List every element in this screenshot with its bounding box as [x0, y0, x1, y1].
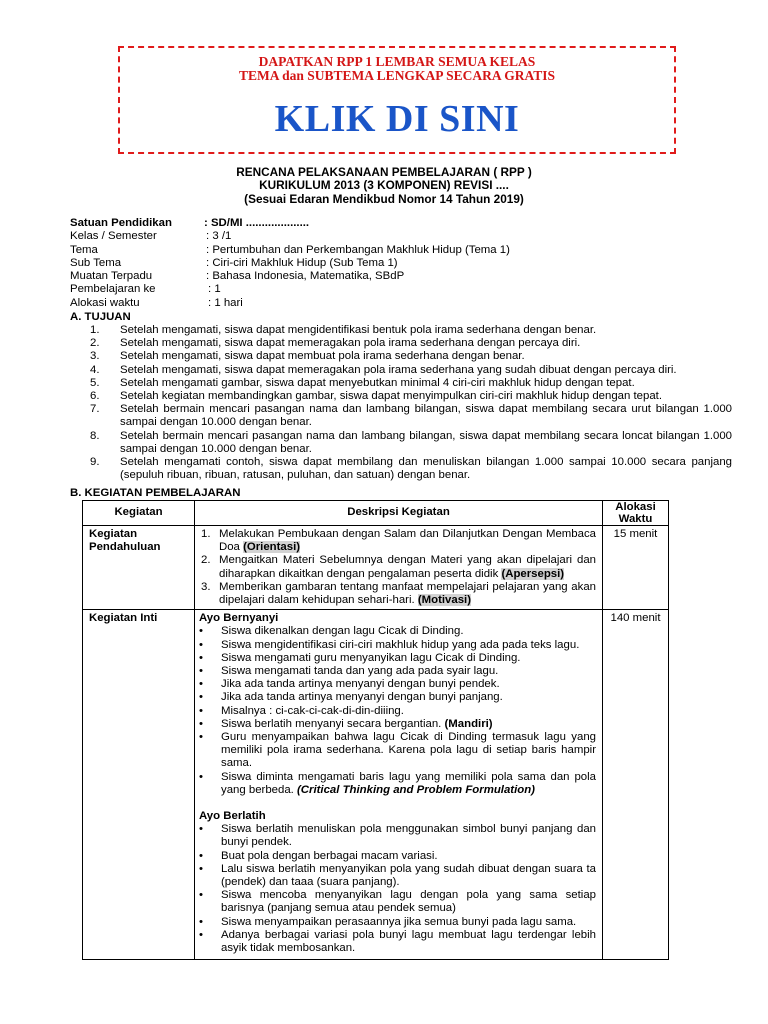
promo-banner[interactable] [118, 46, 676, 154]
tujuan-list [90, 324, 732, 482]
kegiatan-label: Kegiatan Inti [83, 610, 195, 960]
item-text: Setelah mengamati contoh, siswa dapat membilang dan menuliskan bilangan 1.000 sampai 10.000 secara panjang (sepuluh ribuan, ribuan, ratusan, puluhan, dan satuan) dengan benar. [120, 456, 732, 482]
list-item [199, 581, 596, 607]
identity-value: : Bahasa Indonesia, Matematika, SBdP [206, 270, 405, 283]
item-text: Setelah mengamati gambar, siswa dapat menyebutkan minimal 4 ciri-ciri makhluk hidup dengan tepat. [120, 376, 635, 389]
bullet-icon: • [199, 823, 203, 836]
bullet-icon: • [199, 928, 203, 941]
identity-row [70, 257, 690, 270]
item-text: Siswa mencoba menyanyikan lagu dengan pola yang sama setiap barisnya (panjang semua atau pendek semua) [221, 889, 596, 915]
item-text: Jika ada tanda artinya menyanyi dengan bunyi panjang. [221, 691, 503, 704]
bullet-icon: • [199, 849, 203, 862]
list-item [199, 718, 596, 731]
identity-value: : Pertumbuhan dan Perkembangan Makhluk Hidup (Tema 1) [206, 243, 510, 256]
list-item [90, 430, 732, 456]
list-item [199, 889, 596, 915]
item-text: Setelah bermain mencari pasangan nama dan lambang bilangan, siswa dapat membilang secara urut bilangan 1.000 sampai dengan 10.000 dengan benar. [120, 403, 732, 429]
document-title-block [0, 166, 768, 206]
item-text: Setelah mengamati, siswa dapat memeragakan pola irama sederhana dengan percaya diri. [120, 337, 581, 350]
document-reference: (Sesuai Edaran Mendikbud Nomor 14 Tahun 2019) [244, 191, 524, 206]
item-text: Siswa diminta mengamati baris lagu yang memiliki pola sama dan pola yang berbeda. [221, 770, 596, 796]
column-header-deskripsi: Deskripsi Kegiatan [195, 501, 603, 526]
item-number: 3. [90, 350, 100, 363]
table-header-row [83, 501, 669, 526]
list-item [90, 390, 732, 403]
item-number: 6. [90, 390, 100, 403]
kegiatan-label: Kegiatan Pendahuluan [83, 526, 195, 610]
identity-label: Muatan Terpadu [70, 270, 153, 283]
list-item [90, 324, 732, 337]
table-row [83, 526, 669, 610]
activity-tag: (Critical Thinking and Problem Formulation) [297, 783, 535, 796]
inti-list-1 [199, 625, 596, 797]
list-item [199, 665, 596, 678]
item-number: 2. [201, 554, 211, 567]
list-item [90, 350, 732, 363]
list-item [199, 823, 596, 849]
item-text: Setelah kegiatan membandingkan gambar, siswa dapat menyimpulkan ciri-ciri makhluk hidup dengan tepat. [120, 390, 662, 403]
item-text: Memberikan gambaran tentang manfaat mempelajari pelajaran yang akan dipelajari dalam kehidupan sehari-hari. [219, 580, 596, 607]
item-text: Lalu siswa berlatih menyanyikan pola yang sudah dibuat dengan suara ta (pendek) dan taaa (suara panjang). [221, 862, 596, 889]
identity-value: : Ciri-ciri Makhluk Hidup (Sub Tema 1) [206, 256, 398, 269]
identity-block [70, 217, 690, 310]
item-text: Setelah bermain mencari pasangan nama dan lambang bilangan, siswa dapat membilang secara loncat bilangan 1.000 sampai dengan 10.000 dengan benar. [120, 429, 732, 455]
bullet-icon: • [199, 731, 203, 744]
list-item [90, 364, 732, 377]
identity-row [70, 270, 690, 283]
bullet-icon: • [199, 665, 203, 678]
identity-label: Tema [70, 243, 98, 256]
deskripsi-cell [195, 526, 603, 610]
subheading-ayo-berlatih: Ayo Berlatih [199, 810, 266, 823]
identity-label: Kelas / Semester [70, 230, 157, 243]
list-item [199, 639, 596, 652]
identity-row [70, 244, 690, 257]
document-title: RENCANA PELAKSANAAN PEMBELAJARAN ( RPP ) [236, 165, 532, 179]
item-number: 2. [90, 337, 100, 350]
column-header-alokasi: Alokasi Waktu [603, 501, 669, 526]
identity-label: Alokasi waktu [70, 296, 140, 309]
item-text: Guru menyampaikan bahwa lagu Cicak di Dinding termasuk lagu yang memiliki pola irama sederhana. Karena pola lagu di setiap baris hampir sama. [221, 731, 596, 770]
alokasi-cell: 15 menit [603, 526, 669, 610]
section-heading-kegiatan: B. KEGIATAN PEMBELAJARAN [70, 487, 241, 499]
item-number: 5. [90, 376, 100, 389]
column-header-kegiatan: Kegiatan [83, 501, 195, 526]
list-item [199, 678, 596, 691]
list-item [199, 691, 596, 704]
document-subtitle: KURIKULUM 2013 (3 KOMPONEN) REVISI .... [259, 178, 509, 193]
item-text: Adanya berbagai variasi pola bunyi lagu membuat lagu terdengar lebih asyik tidak membosankan. [221, 928, 596, 955]
item-text: Siswa berlatih menuliskan pola menggunakan simbol bunyi panjang dan bunyi pendek. [221, 823, 596, 849]
list-item [90, 377, 732, 390]
alokasi-cell: 140 menit [603, 610, 669, 960]
identity-row [70, 230, 690, 243]
bullet-icon: • [199, 651, 203, 664]
activity-tag: (Mandiri) [444, 717, 493, 730]
identity-label: Sub Tema [70, 256, 122, 269]
pendahuluan-list [199, 528, 596, 607]
item-text: Siswa mengidentifikasi ciri-ciri makhluk hidup yang ada pada teks lagu. [221, 638, 580, 651]
bullet-icon: • [199, 862, 203, 875]
item-number: 4. [90, 363, 100, 376]
inti-list-2 [199, 823, 596, 955]
table-row [83, 610, 669, 960]
list-item [199, 705, 596, 718]
klik-di-sini-link[interactable]: KLIK DI SINI [274, 98, 520, 140]
list-item [90, 337, 732, 350]
identity-value: : 1 hari [208, 296, 243, 309]
item-number: 3. [201, 580, 211, 593]
identity-value: : SD/MI .................... [204, 217, 310, 229]
bullet-icon: • [199, 704, 203, 717]
item-text: Siswa menyampaikan perasaannya jika semua bunyi pada lagu sama. [221, 915, 577, 928]
item-text: Setelah mengamati, siswa dapat memeragakan pola irama sederhana yang sudah dibuat dengan percaya diri. [120, 363, 677, 376]
list-item [199, 929, 596, 955]
bullet-icon: • [199, 889, 203, 902]
item-number: 1. [90, 324, 100, 336]
item-text: Siswa berlatih menyanyi secara bergantian. [221, 717, 445, 730]
identity-label: Pembelajaran ke [70, 283, 156, 296]
item-text: Setelah mengamati, siswa dapat membuat pola irama sederhana dengan benar. [120, 350, 525, 363]
bullet-icon: • [199, 915, 203, 928]
list-item [90, 403, 732, 429]
item-text: Siswa dikenalkan dengan lagu Cicak di Dinding. [221, 625, 464, 638]
item-number: 7. [90, 403, 100, 416]
bullet-icon: • [199, 691, 203, 704]
list-item [199, 916, 596, 929]
bullet-icon: • [199, 678, 203, 691]
bullet-icon: • [199, 770, 203, 783]
item-text: Buat pola dengan berbagai macam variasi. [221, 849, 438, 862]
activity-tag: (Orientasi) [243, 541, 301, 554]
item-text: Melakukan Pembukaan dengan Salam dan Dilanjutkan Dengan Membaca Doa [219, 528, 596, 554]
deskripsi-cell [195, 610, 603, 960]
list-item [199, 554, 596, 580]
list-item [199, 731, 596, 771]
list-item [199, 528, 596, 554]
item-number: 8. [90, 429, 100, 442]
item-text: Siswa mengamati guru menyanyikan lagu Cicak di Dinding. [221, 651, 521, 664]
item-number: 1. [201, 528, 211, 540]
item-text: Siswa mengamati tanda dan yang ada pada syair lagu. [221, 665, 499, 678]
identity-row [70, 283, 690, 296]
bullet-icon: • [199, 625, 203, 638]
activity-tag: (Apersepsi) [501, 567, 565, 580]
list-item [90, 456, 732, 482]
list-item [199, 652, 596, 665]
identity-row [70, 297, 690, 310]
banner-line-2: TEMA dan SUBTEMA LENGKAP SECARA GRATIS [239, 68, 555, 83]
list-item [199, 863, 596, 889]
list-item [199, 771, 596, 797]
identity-label: Satuan Pendidikan [70, 217, 172, 229]
identity-value: : 3 /1 [206, 230, 232, 243]
bullet-icon: • [199, 717, 203, 730]
item-number: 9. [90, 456, 100, 469]
section-heading-tujuan: A. TUJUAN [70, 311, 131, 323]
subheading-ayo-bernyanyi: Ayo Bernyanyi [199, 612, 279, 625]
item-text: Mengaitkan Materi Sebelumnya dengan Materi yang akan dipelajari dan diharapkan dikaitkan dengan pengalaman peserta didik [219, 554, 596, 580]
identity-value: : 1 [208, 283, 221, 296]
list-item [199, 850, 596, 863]
banner-line-1: DAPATKAN RPP 1 LEMBAR SEMUA KELAS [258, 54, 536, 69]
kegiatan-table [82, 500, 669, 960]
item-text: Jika ada tanda artinya menyanyi dengan bunyi pendek. [221, 678, 500, 691]
identity-row [70, 217, 690, 230]
item-text: Setelah mengamati, siswa dapat mengidentifikasi bentuk pola irama sederhana dengan benar. [120, 324, 597, 336]
activity-tag: (Motivasi) [417, 594, 471, 607]
bullet-icon: • [199, 638, 203, 651]
list-item [199, 625, 596, 638]
item-text: Misalnya : ci-cak-ci-cak-di-din-diiing. [221, 704, 404, 717]
